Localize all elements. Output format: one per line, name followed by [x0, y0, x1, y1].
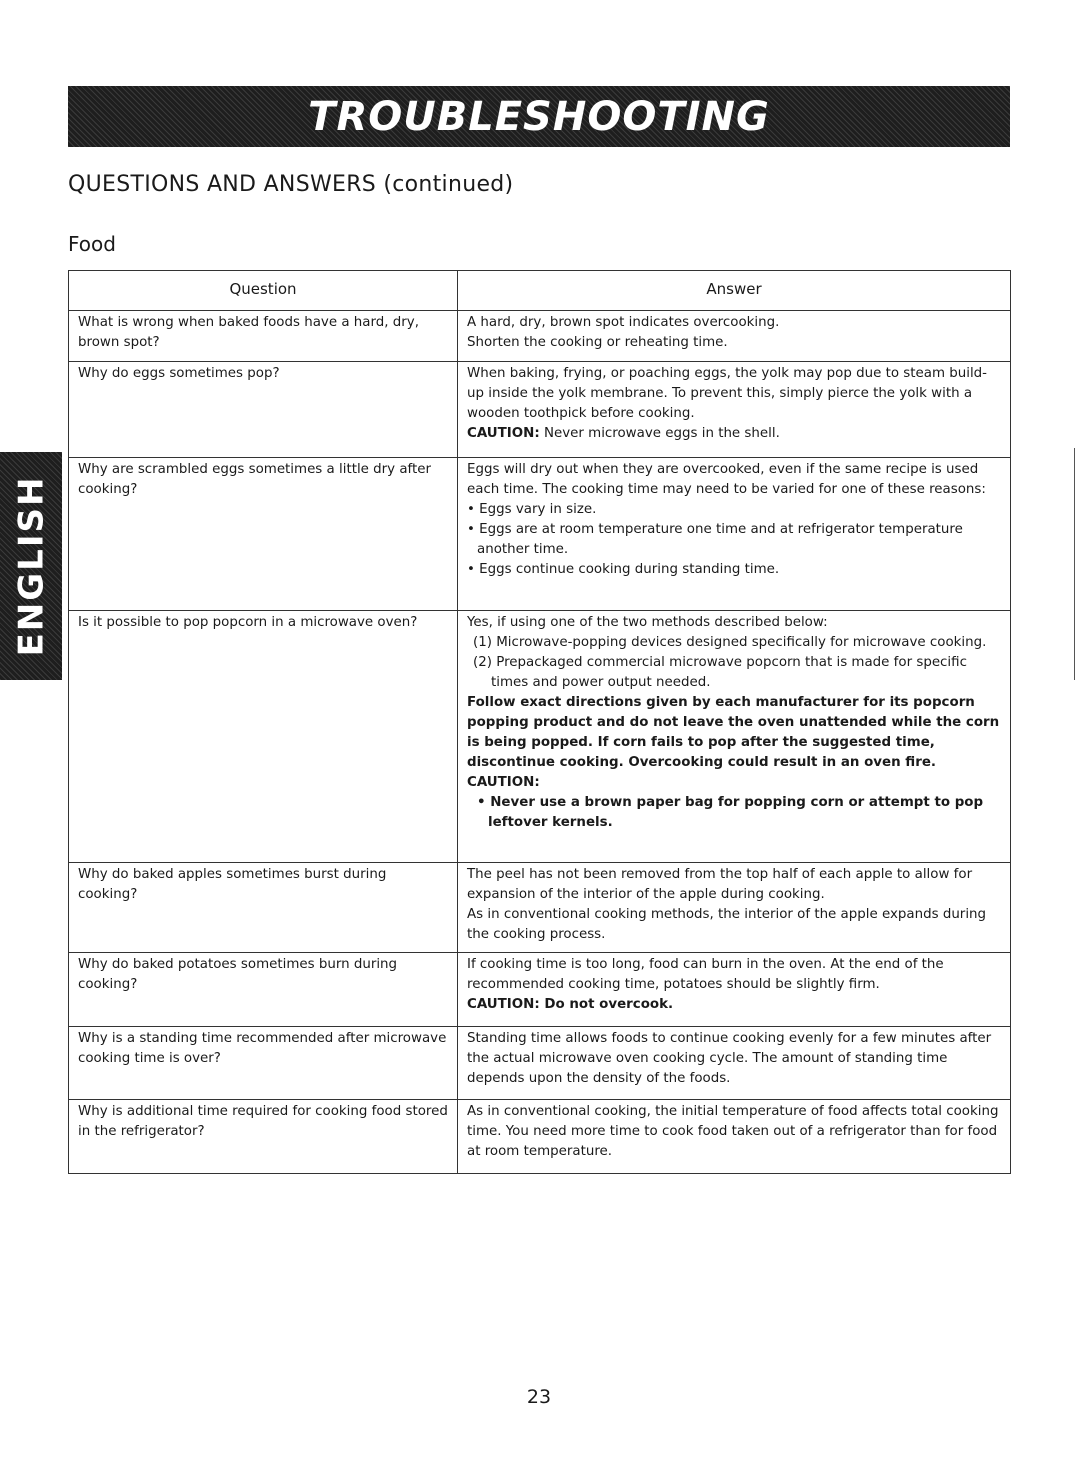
answer-text: When baking, frying, or poaching eggs, the yolk may pop due to steam build-up inside the yolk membrane. To prevent this, simply pierce the yolk with a wooden toothpick before cooking.	[467, 366, 988, 421]
answer-bullet: • Eggs are at room temperature one time and at refrigerator temperature another time.	[467, 522, 963, 557]
answer-text: If cooking time is too long, food can burn in the oven. At the end of the recommended cooking time, potatoes should be slightly firm.	[467, 957, 944, 992]
answer-text: As in conventional cooking methods, the interior of the apple expands during the cooking process.	[467, 907, 987, 942]
answer-cell	[458, 458, 1011, 611]
language-tab	[0, 452, 62, 680]
warning-text: Follow exact directions given by each manufacturer for its popcorn popping product and do not leave the oven unattended while the corn is being popped. If corn fails to pop after the suggested time, discontinue cooking. Overcooking could result in an oven fire.	[467, 695, 1000, 770]
method-item: (2) Prepackaged commercial microwave popcorn that is made for specific times and power output needed.	[473, 655, 967, 690]
answer-text: Yes, if using one of the two methods described below:	[467, 615, 828, 630]
answer-cell	[458, 1100, 1011, 1174]
method-item: (1) Microwave-popping devices designed specifically for microwave cooking.	[473, 635, 987, 650]
answer-cell	[458, 1027, 1011, 1100]
answer-text: Standing time allows foods to continue cooking evenly for a few minutes after the actual microwave oven cooking cycle. The amount of standing time depends upon the density of the foods.	[467, 1031, 992, 1086]
question-column-header: Question	[69, 271, 458, 311]
answer-text: Eggs will dry out when they are overcooked, even if the same recipe is used each time. The cooking time may need to be varied for one of these reasons:	[467, 462, 986, 497]
language-tab-label: ENGLISH	[11, 475, 52, 657]
caution-line: CAUTION: Do not overcook.	[467, 997, 674, 1012]
page-heading: QUESTIONS AND ANSWERS (continued)	[68, 172, 514, 197]
answer-line: Shorten the cooking or reheating time.	[467, 335, 728, 350]
caution-label: CAUTION:	[467, 426, 540, 441]
question-cell: Is it possible to pop popcorn in a microwave oven?	[69, 611, 458, 863]
table-row	[69, 1027, 1011, 1100]
answer-cell	[458, 863, 1011, 953]
answer-text: The peel has not been removed from the top half of each apple to allow for expansion of the interior of the apple during cooking.	[467, 867, 973, 902]
answer-cell	[458, 311, 1011, 362]
section-subheading: Food	[68, 232, 116, 256]
caution-line	[467, 424, 1002, 444]
question-cell: Why do eggs sometimes pop?	[69, 362, 458, 458]
answer-bullet: • Eggs vary in size.	[467, 502, 597, 517]
question-cell: Why do baked apples sometimes burst during cooking?	[69, 863, 458, 953]
table-row	[69, 1100, 1011, 1174]
table-row	[69, 362, 1011, 458]
table-row	[69, 458, 1011, 611]
banner-title: TROUBLESHOOTING	[308, 93, 770, 140]
table-row	[69, 311, 1011, 362]
table-header-row	[69, 271, 1011, 311]
edge-marker	[1074, 448, 1075, 680]
page-number: 23	[526, 1386, 552, 1408]
answer-text: As in conventional cooking, the initial temperature of food affects total cooking time. You need more time to cook food taken out of a refrigerator than for food at room temperature.	[467, 1104, 999, 1159]
answer-line: A hard, dry, brown spot indicates overcooking.	[467, 315, 780, 330]
question-cell: Why do baked potatoes sometimes burn during cooking?	[69, 953, 458, 1027]
question-cell: Why is additional time required for cooking food stored in the refrigerator?	[69, 1100, 458, 1174]
question-cell: Why are scrambled eggs sometimes a little dry after cooking?	[69, 458, 458, 611]
caution-bullet: • Never use a brown paper bag for popping corn or attempt to pop leftover kernels.	[477, 795, 984, 830]
table-row	[69, 863, 1011, 953]
qa-table	[68, 270, 1011, 1174]
table-row	[69, 953, 1011, 1027]
table-row	[69, 611, 1011, 863]
answer-bullet: • Eggs continue cooking during standing time.	[467, 562, 780, 577]
caution-label: CAUTION:	[467, 775, 540, 790]
answer-cell	[458, 953, 1011, 1027]
answer-cell	[458, 611, 1011, 863]
answer-column-header: Answer	[458, 271, 1011, 311]
question-cell: What is wrong when baked foods have a hard, dry, brown spot?	[69, 311, 458, 362]
question-cell: Why is a standing time recommended after microwave cooking time is over?	[69, 1027, 458, 1100]
section-banner	[68, 86, 1010, 147]
answer-cell	[458, 362, 1011, 458]
caution-text: Never microwave eggs in the shell.	[539, 426, 780, 441]
